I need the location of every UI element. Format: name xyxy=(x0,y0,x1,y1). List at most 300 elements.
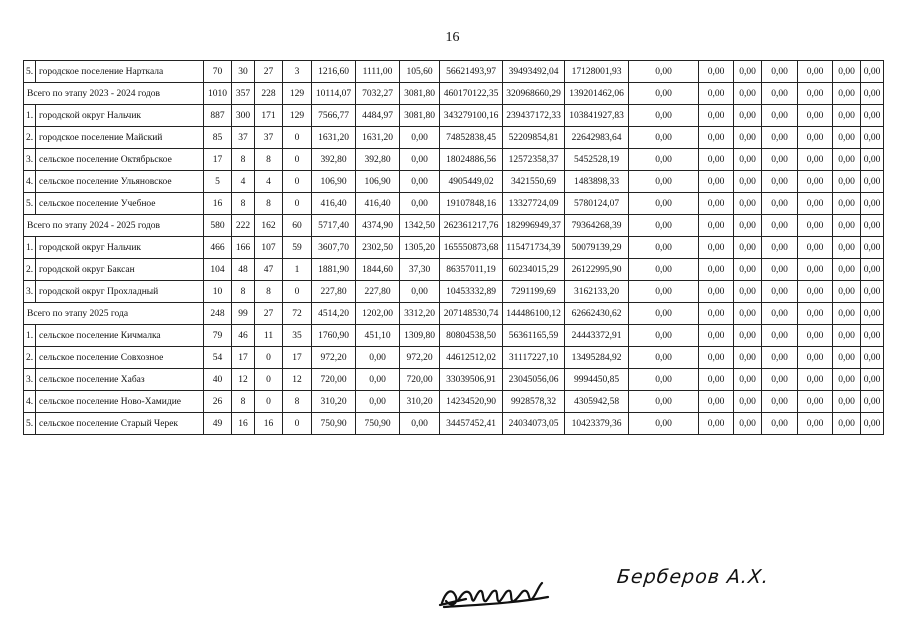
table-cell: 0,00 xyxy=(833,369,861,391)
table-cell: 35 xyxy=(283,325,312,347)
table-cell: 0,00 xyxy=(400,171,440,193)
table-cell: 4905449,02 xyxy=(440,171,503,193)
table-cell: 0,00 xyxy=(699,325,734,347)
table-cell: 0,00 xyxy=(699,347,734,369)
table-cell: 99 xyxy=(232,303,255,325)
table-cell: 0,00 xyxy=(833,215,861,237)
table-cell: 3081,80 xyxy=(400,105,440,127)
table-cell: 0,00 xyxy=(833,391,861,413)
table-total-row xyxy=(24,215,884,237)
row-index: 3. xyxy=(24,281,36,303)
table-cell: 3421550,69 xyxy=(503,171,565,193)
table-cell: 0,00 xyxy=(400,127,440,149)
table-cell: 0,00 xyxy=(699,215,734,237)
table-cell: 5717,40 xyxy=(312,215,356,237)
table-cell: 1309,80 xyxy=(400,325,440,347)
municipality-name: городской округ Прохладный xyxy=(36,281,204,303)
table-cell: 10423379,36 xyxy=(565,413,629,435)
table-cell: 27 xyxy=(255,303,283,325)
table-cell: 0,00 xyxy=(629,281,699,303)
table-cell: 0,00 xyxy=(699,369,734,391)
table-cell: 0,00 xyxy=(400,281,440,303)
municipality-name: городской округ Нальчик xyxy=(36,105,204,127)
table-cell: 0,00 xyxy=(833,149,861,171)
table-cell: 0,00 xyxy=(798,149,833,171)
table-cell: 580 xyxy=(204,215,232,237)
table-row xyxy=(24,413,884,435)
table-cell: 17 xyxy=(204,149,232,171)
table-cell: 7291199,69 xyxy=(503,281,565,303)
municipality-name: городское поселение Нарткала xyxy=(36,61,204,83)
table-cell: 85 xyxy=(204,127,232,149)
table-cell: 0,00 xyxy=(762,413,798,435)
table-cell: 74852838,45 xyxy=(440,127,503,149)
table-cell: 1483898,33 xyxy=(565,171,629,193)
table-cell: 115471734,39 xyxy=(503,237,565,259)
table-cell: 8 xyxy=(232,193,255,215)
table-cell: 0,00 xyxy=(762,325,798,347)
table-cell: 228 xyxy=(255,83,283,105)
table-cell: 416,40 xyxy=(356,193,400,215)
table-cell: 37 xyxy=(255,127,283,149)
table-cell: 1305,20 xyxy=(400,237,440,259)
table-cell: 5452528,19 xyxy=(565,149,629,171)
table-cell: 59 xyxy=(283,237,312,259)
table-cell: 0,00 xyxy=(699,237,734,259)
table-cell: 0,00 xyxy=(699,83,734,105)
table-cell: 12 xyxy=(283,369,312,391)
table-cell: 24443372,91 xyxy=(565,325,629,347)
table-cell: 0,00 xyxy=(734,413,762,435)
table-cell: 207148530,74 xyxy=(440,303,503,325)
table-cell: 0,00 xyxy=(798,171,833,193)
table-cell: 3081,80 xyxy=(400,83,440,105)
table-cell: 13327724,09 xyxy=(503,193,565,215)
table-cell: 887 xyxy=(204,105,232,127)
table-cell: 0,00 xyxy=(762,369,798,391)
table-cell: 343279100,16 xyxy=(440,105,503,127)
table-cell: 0,00 xyxy=(833,259,861,281)
table-cell: 80804538,50 xyxy=(440,325,503,347)
table-cell: 0 xyxy=(283,193,312,215)
table-cell: 47 xyxy=(255,259,283,281)
table-cell: 0 xyxy=(283,127,312,149)
table-cell: 0,00 xyxy=(762,281,798,303)
table-cell: 0,00 xyxy=(734,105,762,127)
table-cell: 0,00 xyxy=(762,127,798,149)
table-cell: 0,00 xyxy=(699,127,734,149)
table-cell: 392,80 xyxy=(312,149,356,171)
table-cell: 320968660,29 xyxy=(503,83,565,105)
table-cell: 0,00 xyxy=(629,325,699,347)
table-cell: 19107848,16 xyxy=(440,193,503,215)
municipality-name: городской округ Баксан xyxy=(36,259,204,281)
table-cell: 17 xyxy=(232,347,255,369)
table-cell: 5 xyxy=(204,171,232,193)
table-row xyxy=(24,127,884,149)
table-cell: 104 xyxy=(204,259,232,281)
table-row xyxy=(24,149,884,171)
table-cell: 0,00 xyxy=(734,281,762,303)
table-cell: 129 xyxy=(283,105,312,127)
table-cell: 86357011,19 xyxy=(440,259,503,281)
table-cell: 0,00 xyxy=(798,369,833,391)
table-cell: 8 xyxy=(255,281,283,303)
table-cell: 182996949,37 xyxy=(503,215,565,237)
municipality-name: сельское поселение Хабаз xyxy=(36,369,204,391)
table-cell: 1844,60 xyxy=(356,259,400,281)
table-cell: 3 xyxy=(283,61,312,83)
table-row xyxy=(24,369,884,391)
table-cell: 17128001,93 xyxy=(565,61,629,83)
table-row xyxy=(24,325,884,347)
table-cell: 0,00 xyxy=(699,281,734,303)
table-cell: 1111,00 xyxy=(356,61,400,83)
table-row xyxy=(24,347,884,369)
page-number: 16 xyxy=(445,30,460,45)
table-cell: 26 xyxy=(204,391,232,413)
table-cell: 39493492,04 xyxy=(503,61,565,83)
table-cell: 0 xyxy=(283,281,312,303)
table-cell: 0,00 xyxy=(833,281,861,303)
table-cell: 4 xyxy=(255,171,283,193)
table-cell: 0 xyxy=(255,347,283,369)
table-cell: 1342,50 xyxy=(400,215,440,237)
table-cell: 0,00 xyxy=(861,369,884,391)
table-cell: 24034073,05 xyxy=(503,413,565,435)
table-cell: 0,00 xyxy=(762,391,798,413)
table-cell: 466 xyxy=(204,237,232,259)
table-cell: 3312,20 xyxy=(400,303,440,325)
table-cell: 972,20 xyxy=(400,347,440,369)
table-cell: 0,00 xyxy=(699,61,734,83)
table-cell: 162 xyxy=(255,215,283,237)
table-cell: 720,00 xyxy=(312,369,356,391)
table-cell: 0,00 xyxy=(861,193,884,215)
table-cell: 16 xyxy=(232,413,255,435)
table-cell: 0,00 xyxy=(629,61,699,83)
table-cell: 7032,27 xyxy=(356,83,400,105)
stage-total-label: Всего по этапу 2023 - 2024 годов xyxy=(24,83,204,105)
table-cell: 17 xyxy=(283,347,312,369)
table-cell: 227,80 xyxy=(312,281,356,303)
table-cell: 0,00 xyxy=(798,237,833,259)
table-cell: 48 xyxy=(232,259,255,281)
table-cell: 0,00 xyxy=(699,105,734,127)
municipality-name: сельское поселение Совхозное xyxy=(36,347,204,369)
table-cell: 44612512,02 xyxy=(440,347,503,369)
municipality-name: сельское поселение Кичмалка xyxy=(36,325,204,347)
table-cell: 3607,70 xyxy=(312,237,356,259)
table-cell: 0,00 xyxy=(356,391,400,413)
table-cell: 10 xyxy=(204,281,232,303)
table-cell: 0,00 xyxy=(762,237,798,259)
table-cell: 26122995,90 xyxy=(565,259,629,281)
table-cell: 13495284,92 xyxy=(565,347,629,369)
table-cell: 0,00 xyxy=(762,149,798,171)
table-cell: 0,00 xyxy=(833,127,861,149)
table-cell: 0,00 xyxy=(734,369,762,391)
table-cell: 0,00 xyxy=(629,149,699,171)
table-cell: 0,00 xyxy=(861,149,884,171)
table-cell: 0 xyxy=(283,149,312,171)
table-cell: 0,00 xyxy=(798,193,833,215)
table-cell: 0,00 xyxy=(400,149,440,171)
row-index: 2. xyxy=(24,347,36,369)
table-cell: 1 xyxy=(283,259,312,281)
table-cell: 0,00 xyxy=(699,259,734,281)
table-cell: 4305942,58 xyxy=(565,391,629,413)
table-cell: 239437172,33 xyxy=(503,105,565,127)
table-cell: 0,00 xyxy=(629,171,699,193)
table-cell: 8 xyxy=(255,193,283,215)
table-cell: 1760,90 xyxy=(312,325,356,347)
table-cell: 10453332,89 xyxy=(440,281,503,303)
table-cell: 0,00 xyxy=(699,413,734,435)
table-cell: 16 xyxy=(255,413,283,435)
table-cell: 22642983,64 xyxy=(565,127,629,149)
table-cell: 103841927,83 xyxy=(565,105,629,127)
table-cell: 10114,07 xyxy=(312,83,356,105)
table-cell: 1631,20 xyxy=(356,127,400,149)
table-row xyxy=(24,171,884,193)
table-cell: 4484,97 xyxy=(356,105,400,127)
row-index: 1. xyxy=(24,237,36,259)
table-cell: 79 xyxy=(204,325,232,347)
table-cell: 0,00 xyxy=(734,61,762,83)
table-cell: 0,00 xyxy=(734,171,762,193)
table-cell: 0,00 xyxy=(798,105,833,127)
table-cell: 30 xyxy=(232,61,255,83)
table-cell: 0,00 xyxy=(861,61,884,83)
table-cell: 0,00 xyxy=(861,127,884,149)
table-cell: 0,00 xyxy=(699,303,734,325)
table-cell: 0,00 xyxy=(734,325,762,347)
table-cell: 0,00 xyxy=(629,347,699,369)
row-index: 1. xyxy=(24,325,36,347)
table-cell: 0,00 xyxy=(734,193,762,215)
table-cell: 27 xyxy=(255,61,283,83)
table-cell: 12 xyxy=(232,369,255,391)
table-cell: 166 xyxy=(232,237,255,259)
table-cell: 972,20 xyxy=(312,347,356,369)
table-cell: 0,00 xyxy=(833,413,861,435)
table-cell: 4 xyxy=(232,171,255,193)
table-cell: 0,00 xyxy=(734,237,762,259)
municipality-name: городское поселение Майский xyxy=(36,127,204,149)
table-cell: 0,00 xyxy=(861,259,884,281)
table-cell: 0,00 xyxy=(833,105,861,127)
table-cell: 0,00 xyxy=(861,391,884,413)
row-index: 2. xyxy=(24,127,36,149)
table-cell: 0,00 xyxy=(798,303,833,325)
table-cell: 144486100,12 xyxy=(503,303,565,325)
table-cell: 0,00 xyxy=(629,127,699,149)
table-cell: 0,00 xyxy=(699,391,734,413)
table-cell: 70 xyxy=(204,61,232,83)
table-cell: 0,00 xyxy=(798,325,833,347)
table-cell: 0,00 xyxy=(629,193,699,215)
table-cell: 0,00 xyxy=(861,281,884,303)
table-cell: 0,00 xyxy=(629,215,699,237)
table-cell: 0,00 xyxy=(833,237,861,259)
table-cell: 5780124,07 xyxy=(565,193,629,215)
table-cell: 0,00 xyxy=(762,347,798,369)
table-cell: 60 xyxy=(283,215,312,237)
table-cell: 1216,60 xyxy=(312,61,356,83)
table-cell: 34457452,41 xyxy=(440,413,503,435)
table-cell: 49 xyxy=(204,413,232,435)
row-index: 4. xyxy=(24,391,36,413)
table-cell: 33039506,91 xyxy=(440,369,503,391)
table-total-row xyxy=(24,83,884,105)
table-cell: 750,90 xyxy=(312,413,356,435)
table-cell: 0,00 xyxy=(734,391,762,413)
table-cell: 56361165,59 xyxy=(503,325,565,347)
table-cell: 106,90 xyxy=(312,171,356,193)
table-cell: 105,60 xyxy=(400,61,440,83)
table-cell: 0 xyxy=(283,171,312,193)
table-cell: 0,00 xyxy=(798,215,833,237)
table-cell: 0,00 xyxy=(629,259,699,281)
table-cell: 0,00 xyxy=(798,127,833,149)
table-row xyxy=(24,105,884,127)
table-cell: 9994450,85 xyxy=(565,369,629,391)
table-cell: 451,10 xyxy=(356,325,400,347)
table-cell: 0,00 xyxy=(734,303,762,325)
table-cell: 11 xyxy=(255,325,283,347)
table-cell: 0,00 xyxy=(861,325,884,347)
table-cell: 31117227,10 xyxy=(503,347,565,369)
table-cell: 139201462,06 xyxy=(565,83,629,105)
municipality-name: сельское поселение Ново-Хамидие xyxy=(36,391,204,413)
table-row xyxy=(24,391,884,413)
table-cell: 0,00 xyxy=(356,369,400,391)
row-index: 3. xyxy=(24,369,36,391)
table-cell: 79364268,39 xyxy=(565,215,629,237)
table-cell: 0,00 xyxy=(798,347,833,369)
table-cell: 0,00 xyxy=(734,83,762,105)
table-cell: 4514,20 xyxy=(312,303,356,325)
table-cell: 460170122,35 xyxy=(440,83,503,105)
table-row xyxy=(24,193,884,215)
table-cell: 310,20 xyxy=(312,391,356,413)
table-cell: 7566,77 xyxy=(312,105,356,127)
table-cell: 0,00 xyxy=(861,237,884,259)
table-cell: 0,00 xyxy=(734,149,762,171)
table-cell: 0,00 xyxy=(762,215,798,237)
row-index: 3. xyxy=(24,149,36,171)
table-cell: 0,00 xyxy=(861,105,884,127)
table-cell: 750,90 xyxy=(356,413,400,435)
table-cell: 0,00 xyxy=(798,259,833,281)
row-index: 2. xyxy=(24,259,36,281)
table-cell: 12572358,37 xyxy=(503,149,565,171)
table-cell: 0,00 xyxy=(762,105,798,127)
table-cell: 1631,20 xyxy=(312,127,356,149)
table-cell: 0,00 xyxy=(833,325,861,347)
table-cell: 262361217,76 xyxy=(440,215,503,237)
table-cell: 37 xyxy=(232,127,255,149)
table-cell: 0,00 xyxy=(734,347,762,369)
table-cell: 1881,90 xyxy=(312,259,356,281)
table-cell: 0,00 xyxy=(762,259,798,281)
table-cell: 9928578,32 xyxy=(503,391,565,413)
table-row xyxy=(24,281,884,303)
table-cell: 14234520,90 xyxy=(440,391,503,413)
row-index: 1. xyxy=(24,105,36,127)
table-cell: 8 xyxy=(283,391,312,413)
table-cell: 4374,90 xyxy=(356,215,400,237)
table-cell: 300 xyxy=(232,105,255,127)
table-cell: 0,00 xyxy=(734,127,762,149)
signature-scribble xyxy=(436,575,566,615)
municipality-name: сельское поселение Ульяновское xyxy=(36,171,204,193)
table-cell: 0,00 xyxy=(798,391,833,413)
table-cell: 165550873,68 xyxy=(440,237,503,259)
table-cell: 0,00 xyxy=(762,171,798,193)
table-cell: 171 xyxy=(255,105,283,127)
table-cell: 0,00 xyxy=(798,413,833,435)
row-index: 5. xyxy=(24,193,36,215)
table-cell: 0,00 xyxy=(734,215,762,237)
table-cell: 72 xyxy=(283,303,312,325)
municipality-name: городской округ Нальчик xyxy=(36,237,204,259)
table-row xyxy=(24,61,884,83)
table-cell: 0,00 xyxy=(629,303,699,325)
table-cell: 0,00 xyxy=(861,303,884,325)
table-cell: 8 xyxy=(232,391,255,413)
table-cell: 0,00 xyxy=(734,259,762,281)
table-cell: 0,00 xyxy=(629,369,699,391)
table-cell: 0,00 xyxy=(798,61,833,83)
table-row xyxy=(24,259,884,281)
table-cell: 0 xyxy=(283,413,312,435)
table-cell: 227,80 xyxy=(356,281,400,303)
table-cell: 0,00 xyxy=(762,61,798,83)
table-cell: 56621493,97 xyxy=(440,61,503,83)
table-cell: 0,00 xyxy=(400,193,440,215)
table-cell: 0,00 xyxy=(798,83,833,105)
table-cell: 0,00 xyxy=(762,303,798,325)
table-cell: 8 xyxy=(232,149,255,171)
table-cell: 0,00 xyxy=(629,413,699,435)
table-cell: 0,00 xyxy=(861,83,884,105)
table-cell: 0,00 xyxy=(699,193,734,215)
table-cell: 0,00 xyxy=(833,83,861,105)
table-cell: 16 xyxy=(204,193,232,215)
table-cell: 107 xyxy=(255,237,283,259)
table-cell: 50079139,29 xyxy=(565,237,629,259)
table-cell: 0,00 xyxy=(699,171,734,193)
row-index: 4. xyxy=(24,171,36,193)
table-cell: 720,00 xyxy=(400,369,440,391)
table-cell: 0,00 xyxy=(762,83,798,105)
table-cell: 0,00 xyxy=(833,347,861,369)
table-cell: 0,00 xyxy=(629,105,699,127)
table-row xyxy=(24,237,884,259)
table-cell: 0 xyxy=(255,391,283,413)
table-cell: 1010 xyxy=(204,83,232,105)
table-cell: 0,00 xyxy=(833,193,861,215)
table-cell: 0,00 xyxy=(356,347,400,369)
table-cell: 3162133,20 xyxy=(565,281,629,303)
table-cell: 0,00 xyxy=(861,215,884,237)
table-cell: 18024886,56 xyxy=(440,149,503,171)
row-index: 5. xyxy=(24,61,36,83)
table-cell: 0,00 xyxy=(861,347,884,369)
table-cell: 0,00 xyxy=(629,83,699,105)
